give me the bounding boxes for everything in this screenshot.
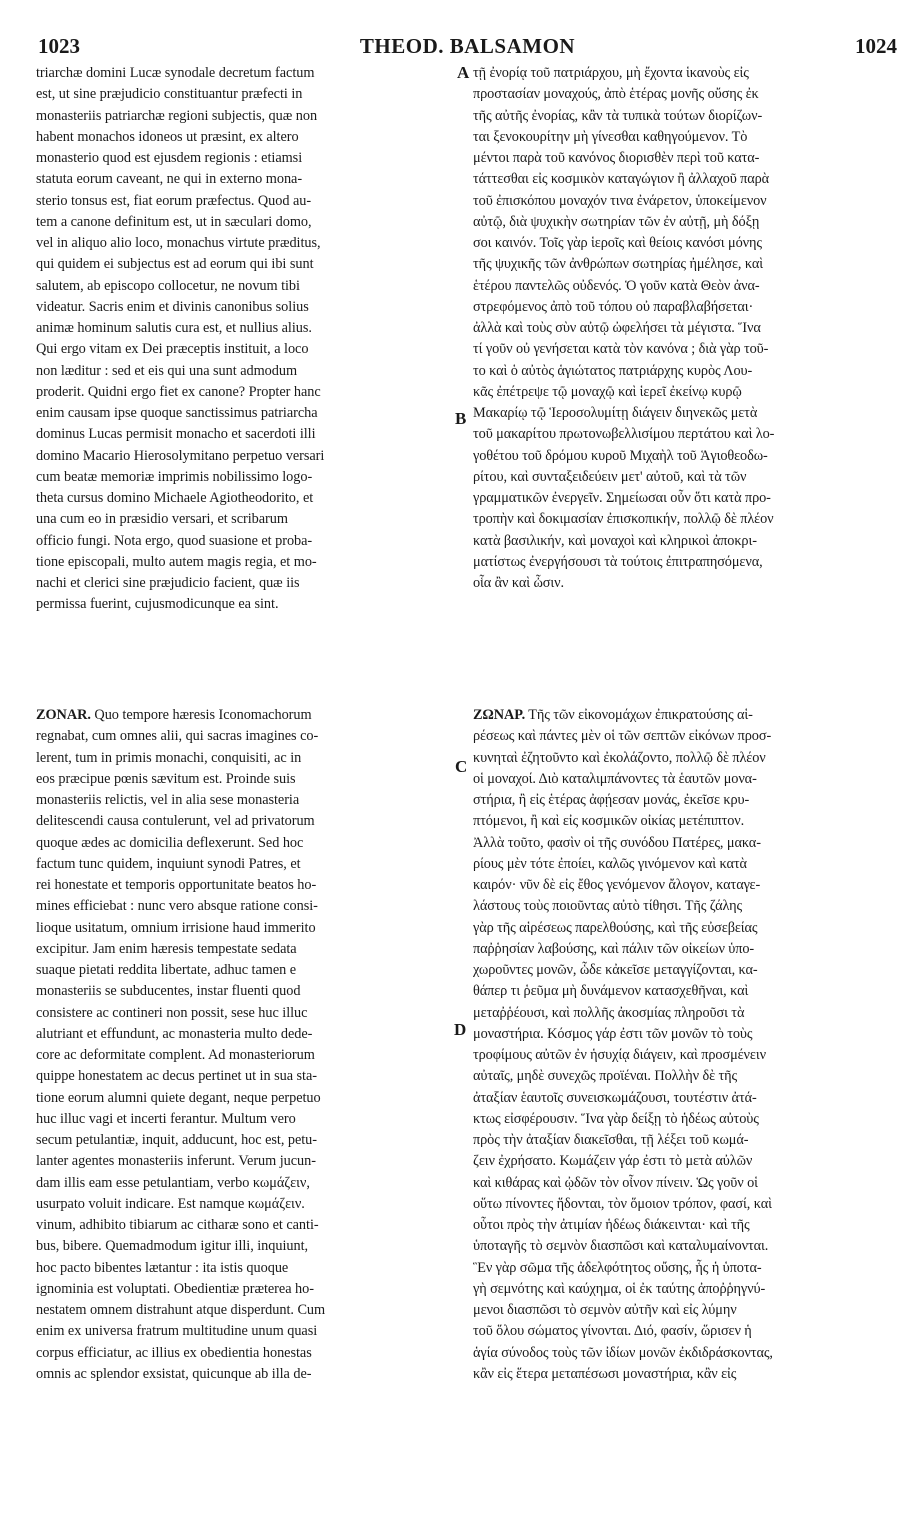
- text-line: στήρια, ἢ εἰς ἑτέρας ἀφῄεσαν μονάς, ἐκεῖσε κρυ-: [473, 792, 750, 808]
- text-line: [36, 705, 448, 726]
- text-line: οὕτω πίνοντες ἥδονται, τὸν ὅμοιον τρόπον, φασί, καὶ: [473, 1195, 772, 1212]
- text-line: ὑποταγῆς τὸ σεμνὸν διασπῶσι καὶ καταλυμαίνονται.: [473, 1238, 769, 1255]
- text-line: animæ hominum salutis cura est, et nullius alius.: [36, 320, 312, 336]
- text-line: cum beatæ memoriæ imprimis nobilissimo logo-: [36, 468, 313, 485]
- text-line: προστασίαν μοναχούς, ἀπὸ ἑτέρας μονῆς οὔσης ἐκ: [473, 86, 759, 103]
- running-title: THEOD. BALSAMON: [359, 34, 576, 58]
- text-line: λάστους τοὺς ποιοῦντας αὐτὸ τίθησι. Τῆς ζάλης: [473, 898, 743, 915]
- text-line: proderit. Quidni ergo fiet ex canone? Propter hanc: [36, 383, 321, 400]
- greek-column-balsamon: [473, 63, 891, 594]
- text-line: μεταῤῥέουσι, καὶ πολλῆς ἀκοσμίας πληροῦσι τὰ: [473, 1004, 745, 1021]
- text-line: quippe honestatem ac decus pertinet ut in sua sta-: [36, 1068, 317, 1085]
- text-line: γραμματικῶν ἐνεργεῖν. Σημείωσαι οὖν ὅτι κατὰ προ-: [473, 490, 771, 506]
- text-line: γοθέτου τοῦ δρόμου κυροῦ Μιχαὴλ τοῦ Ἁγιοθεοδω-: [473, 447, 768, 464]
- greek-column-zonaras: [473, 705, 891, 1385]
- text-line: excipitur. Jam enim hæresis tempestate sedata: [36, 940, 297, 957]
- text-line: nachi et clerici sine præjudicio facient, quæ iis: [36, 575, 300, 591]
- text-line: rei honestate et temporis opportunitate beatos ho-: [36, 877, 317, 893]
- text-line: usurpato voluit indicare. Est namque κωμάζειν.: [36, 1195, 305, 1212]
- text-line: τῆς αὐτῆς ἐνορίας, κἂν τὰ τυπικὰ τούτων διορίζων-: [473, 107, 763, 124]
- text-line: Ἀλλὰ τοῦτο, φασὶν οἱ τῆς συνόδου Πατέρες, μακα-: [473, 834, 761, 851]
- section-lead: ΖΩΝΑΡ.: [473, 707, 526, 723]
- text-line: παῤῥησίαν λαβούσης, καὶ πάλιν τῶν οἰκείων ὑπο-: [473, 940, 755, 957]
- text-line: Μακαρίῳ τῷ Ἱεροσολυμίτῃ διάγειν διηνεκῶς μετὰ: [473, 405, 758, 421]
- text-line: ἀταξίαν ἑαυτοῖς συνεισκωμάζουσι, τουτέστιν ἀτά-: [473, 1089, 757, 1106]
- text-line: sterio tonsus est, fiat eorum præfectus. Quod au-: [36, 192, 312, 209]
- text-line: omnis ac splendor exsistat, quicunque ab illa de-: [36, 1365, 312, 1382]
- text-line: monasteriis relictis, vel in alia sese monasteria: [36, 792, 300, 808]
- text-line: Ἓν γὰρ σῶμα τῆς ἀδελφότητος οὔσης, ἧς ἡ ὑποτα-: [473, 1259, 762, 1276]
- text-line: lerent, tum in primis monachi, conquisiti, ac in: [36, 749, 302, 766]
- text-line-rest: Τῆς τῶν εἰκονομάχων ἐπικρατούσης αἱ-: [525, 707, 753, 723]
- text-line: κυνηταὶ ἐζητοῦντο καὶ ἐκολάζοντο, πολλῷ δὲ πλέον: [473, 749, 766, 766]
- text-line: μενοι διασπῶσι τὸ σεμνὸν αὐτῆν καὶ εἰς λύμην: [473, 1302, 737, 1318]
- text-line: ρίτου, καὶ συνταξειδεύειν μετ' αὐτοῦ, καὶ τὰ τῶν: [473, 468, 747, 485]
- text-line: quoque ædes ac domicilia deflexerunt. Sed hoc: [36, 834, 304, 851]
- text-line: tione eorum alumni quiete degant, neque perpetuo: [36, 1089, 321, 1106]
- text-line: vinum, adhibito tibiarum ac citharæ sono et canti-: [36, 1217, 319, 1233]
- text-line: una cum eo in præsidio versari, et scribarum: [36, 511, 288, 528]
- page-number-right: 1024: [855, 34, 897, 58]
- margin-letter-b: B: [455, 409, 467, 428]
- text-line: monasteriis se subducentes, instar fluenti quod: [36, 983, 301, 1000]
- text-line: triarchæ domini Lucæ synodale decretum factum: [36, 65, 315, 81]
- text-line: corpus efficiatur, ac illius ex obedientia honestas: [36, 1344, 312, 1361]
- text-line: αὐταῖς, μηδὲ συνεχῶς προϊέναι. Πολλὴν δὲ τῆς: [473, 1068, 738, 1085]
- text-line: πτόμενοι, ἢ καὶ εἰς κοσμικῶν οἰκίας μετέπιπτον.: [473, 813, 745, 830]
- text-line: lioque usitatum, omnium irrisione haud immerito: [36, 919, 316, 936]
- text-line: οἱ μοναχοί. Διὸ καταλιμπάνοντες τὰ ἑαυτῶν μονα-: [473, 770, 757, 787]
- text-line: regnabat, cum omnes alii, qui sacras imagines co-: [36, 728, 319, 745]
- text-line: ignominia est voluptati. Obedientiæ præterea ho-: [36, 1280, 314, 1297]
- text-line: κτως εἰσφέρουσιν. Ἵνα γὰρ δείξῃ τὸ ἡδέως αὐτοὺς: [473, 1110, 759, 1127]
- text-line: Qui ergo vitam ex Dei præceptis instituit, a loco: [36, 341, 309, 358]
- text-line: monasterio quod est ejusdem regionis : etiamsi: [36, 150, 303, 166]
- text-line: οὗτοι πρὸς τὴν ἀτιμίαν ἡδέως διάκεινται· καὶ τῆς: [473, 1217, 750, 1233]
- text-line: καὶ κιθάρας καὶ ᾠδῶν τὸν οἶνον πίνειν. Ὡς γοῦν οἱ: [473, 1174, 758, 1191]
- text-line: vel in aliquo alio loco, monachus virtute præditus,: [36, 235, 321, 251]
- text-line: salutem, ab episcopo collocetur, ne novum tibi: [36, 277, 300, 294]
- text-line: ζειν ἐχρήσατο. Κωμάζειν γάρ ἐστι τὸ μετὰ αὐλῶν: [473, 1153, 753, 1170]
- text-line: non læditur : sed et eis qui una sunt admodum: [36, 362, 298, 379]
- text-line: theta cursus domino Michaele Agiotheodorito, et: [36, 490, 314, 506]
- text-line: κατὰ βασιλικήν, καὶ μοναχοὶ καὶ κληρικοὶ ἀποκρι-: [473, 532, 757, 549]
- text-line: consistere ac contineri non possit, sese huc illuc: [36, 1004, 308, 1021]
- text-line: huc illuc vagi et incerti ferantur. Multum vero: [36, 1110, 296, 1127]
- text-line: τάττεσθαι εἰς κοσμικὸν καταγώγιον ἢ ἀλλαχοῦ παρὰ: [473, 171, 770, 188]
- text-line: καιρόν· νῦν δὲ εἰς ἔθος γενόμενον ἄλογον, καταγε-: [473, 877, 761, 893]
- text-line: ἀλλὰ καὶ τοὺς σὺν αὐτῷ ὠφελήσει τὰ μέγιστα. Ἵνα: [473, 320, 761, 336]
- text-line: bus, bibere. Quemadmodum igitur illi, inquiunt,: [36, 1238, 309, 1255]
- text-line: est, ut sine præjudicio constituantur præfecti in: [36, 86, 303, 103]
- text-line: tione episcopali, multo autem magis regia, et mo-: [36, 553, 317, 570]
- text-line: ρίους μὲν τότε ἐποίει, καλῶς γινόμενον καὶ κατὰ: [473, 855, 747, 872]
- text-line: qui quidem ei subjectus est ad eorum qui ibi sunt: [36, 256, 314, 273]
- text-line: τοῦ μακαρίτου πρωτονωβελλισίμου περτάτου καὶ λο-: [473, 426, 775, 443]
- text-line: statuta eorum caveant, ne qui in externo mona-: [36, 171, 303, 188]
- text-line: factum tunc quidem, inquiunt synodi Patres, et: [36, 855, 301, 872]
- text-line: domino Macario Hierosolymitano perpetuo versari: [36, 447, 325, 464]
- text-line: ἁγία σύνοδος τοὺς τῶν ἰδίων μονῶν ἐκδιδράσκοντας,: [473, 1344, 773, 1361]
- text-line: core ac deformitate complent. Ad monasteriorum: [36, 1047, 315, 1063]
- text-line: μοναστήρια. Κόσμος γάρ ἐστι τῶν μονῶν τὸ τοὺς: [473, 1025, 753, 1042]
- text-line: σοι καινόν. Τοῖς γὰρ ἱεροῖς καὶ θείοις κανόσι μόνης: [473, 235, 762, 251]
- text-line: τροπὴν καὶ δοκιμασίαν ἐπισκοπικήν, πολλῷ δὲ πλέον: [473, 511, 774, 528]
- margin-letter-c: C: [455, 757, 468, 776]
- text-line: ἑτέρου παντελῶς οὐδενός. Ὁ γοῦν κατὰ Θεὸν ἀνα-: [473, 277, 760, 294]
- text-line: monasteriis patriarchæ regioni subjectis, quæ non: [36, 107, 318, 124]
- running-header: [38, 34, 897, 62]
- text-line: γὴ σεμνότης καὶ καύχημα, οἱ ἐκ ταύτης ἀποῤῥηγνύ-: [473, 1280, 766, 1297]
- text-line: τί γοῦν οὐ γενήσεται κατὰ τὸν κανόνα ; διὰ γὰρ τοῦ-: [473, 341, 769, 358]
- text-line: οἷα ἂν καὶ ὦσιν.: [473, 575, 564, 591]
- text-line: θάπερ τι ῥεῦμα μὴ δυνάμενον κατασχεθῆναι, καὶ: [473, 983, 749, 1000]
- text-line: τοῦ ὅλου σώματος γίνονται. Διό, φασίν, ὥρισεν ἡ: [473, 1323, 752, 1340]
- text-line-rest: Quo tempore hæresis Iconomachorum: [90, 707, 312, 723]
- text-line: secum petulantiæ, inquit, adducunt, hoc est, petu-: [36, 1132, 317, 1148]
- text-line: suaque pietati reddita libertate, adhuc tamen e: [36, 962, 297, 978]
- text-line: officio fungi. Nota ergo, quod suasione et proba-: [36, 532, 313, 549]
- text-line: κᾶς ἐπέτρεψε τῷ μοναχῷ καὶ ἱερεῖ ἐκείνῳ κυρῷ: [473, 383, 742, 400]
- text-line: dam illis eam esse petulantiam, verbo κωμάζειν,: [36, 1174, 310, 1191]
- text-line: habent monachos idoneos ut præsint, ex altero: [36, 128, 299, 145]
- text-line: πρὸς τὴν ἀταξίαν διακεῖσθαι, τῇ λέξει τοῦ κωμά-: [473, 1132, 749, 1148]
- text-line: permissa fuerint, cujusmodicunque ea sint.: [36, 596, 279, 613]
- text-line: στρεφόμενος ἀπὸ τοῦ τόπου οὐ παραβλαβήσεται·: [473, 298, 754, 315]
- text-line: γὰρ τῆς αἱρέσεως παρελθούσης, καὶ τῆς εὐσεβείας: [473, 919, 758, 936]
- margin-letter-d: D: [454, 1020, 467, 1039]
- text-line: ται ξενοκουρίτην μὴ γίνεσθαι καθηγούμενον. Τὸ: [473, 128, 748, 145]
- section-lead: ZONAR.: [36, 707, 91, 723]
- text-line: enim causam ipse quoque sanctissimus patriarcha: [36, 405, 318, 421]
- text-line: μέντοι παρὰ τοῦ κανόνος διορισθὲν περὶ τοῦ κατα-: [473, 150, 760, 166]
- text-line: τῇ ἐνορίᾳ τοῦ πατριάρχου, μὴ ἔχοντα ἱκανοὺς εἰς: [473, 65, 749, 81]
- text-line: ρέσεως καὶ πάντες μὲν οἱ τῶν σεπτῶν εἰκόνων προσ-: [473, 728, 772, 745]
- text-line: χωροῦντες μονῶν, ὧδε κἀκεῖσε μεταγγίζονται, κα-: [473, 962, 758, 978]
- text-line: τοῦ ἐπισκόπου μοναχόν τινα ἐνάρετον, ὑποκείμενον: [473, 192, 767, 209]
- text-line: hoc pacto bibentes lætantur : ita istis quoque: [36, 1259, 289, 1276]
- text-line: το καὶ ὁ αὐτὸς ἁγιώτατος πατριάρχης κυρὸς Λου-: [473, 362, 753, 379]
- text-line: eos præcipue pœnis sævitum est. Proinde suis: [36, 770, 296, 787]
- text-line: delitescendi causa contulerunt, vel ad privatorum: [36, 813, 315, 830]
- text-line: mines efficiebat : nunc vero absque ratione consi-: [36, 898, 318, 915]
- text-line: tem a canone definitum est, ut in sæculari domo,: [36, 213, 312, 230]
- margin-letter-a: A: [457, 63, 470, 82]
- latin-column-balsamon: [36, 63, 448, 616]
- text-line: κἂν εἰς ἕτερα μεταπέσωσι μοναστήρια, κἂν εἰς: [473, 1365, 737, 1382]
- latin-column-zonaras: [36, 705, 448, 1385]
- text-line: αὐτῷ, διὰ ψυχικὴν σωτηρίαν τῶν ἐν αὐτῇ, μὴ δόξῃ: [473, 213, 760, 230]
- text-line: τῆς ψυχικῆς τῶν ἀνθρώπων σωτηρίας ἠμέλησε, καὶ: [473, 256, 763, 273]
- text-line: ματίστως ἐνεργήσουσι τὰ τούτοις ἐπιτραπησόμενα,: [473, 553, 763, 570]
- text-line: lanter agentes monasteriis inferunt. Verum jucun-: [36, 1153, 316, 1170]
- text-line: videatur. Sacris enim et divinis canonibus solius: [36, 298, 309, 315]
- text-line: alutriant et effundunt, ac monasteria multo dede-: [36, 1025, 313, 1042]
- text-line: [473, 705, 891, 726]
- text-line: enim ex universa fratrum multitudine unum quasi: [36, 1323, 318, 1340]
- text-line: nestatem omnem distrahunt atque disperdunt. Cum: [36, 1302, 326, 1318]
- text-line: τροφίμους αὐτῶν ἐν ἡσυχίᾳ διάγειν, καὶ προσμένειν: [473, 1047, 766, 1063]
- text-line: dominus Lucas permisit monacho et sacerdoti illi: [36, 426, 316, 443]
- page-number-left: 1023: [38, 34, 80, 58]
